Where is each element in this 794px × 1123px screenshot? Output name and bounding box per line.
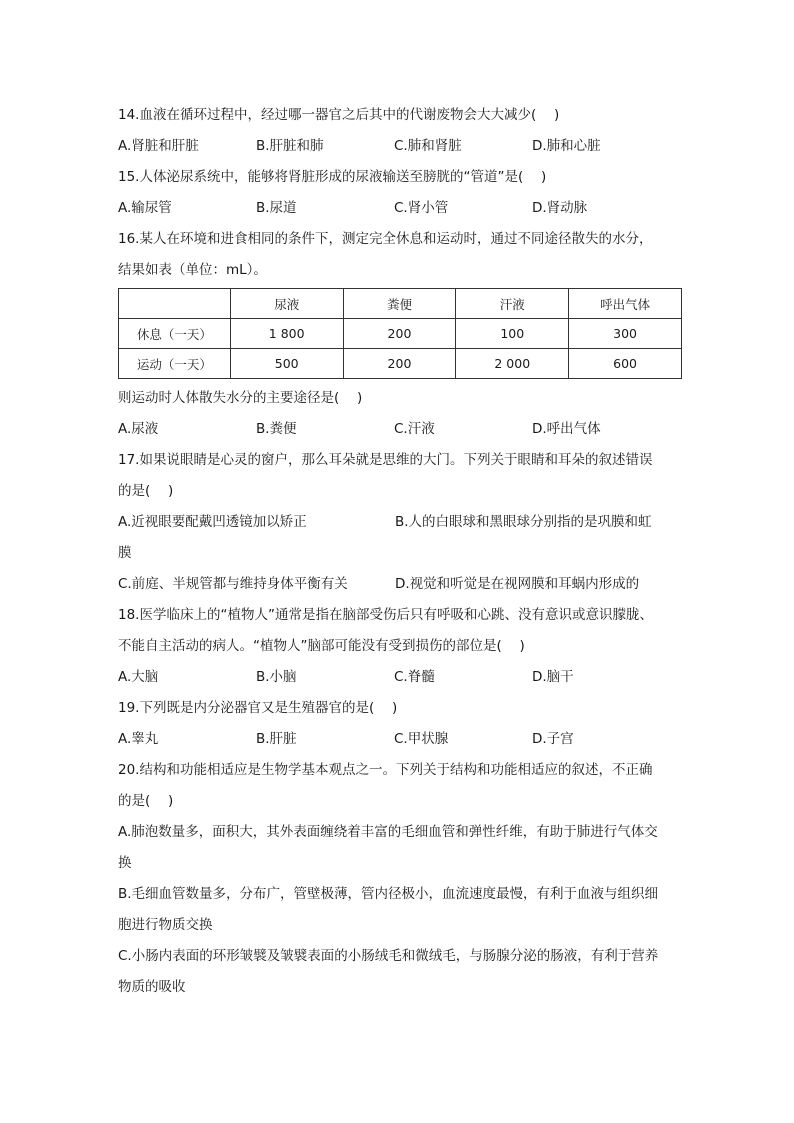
table-cell: 100 [456,319,569,349]
table-cell: 300 [569,319,682,349]
table-row [119,319,682,349]
option-d: D.呼出气体 [532,421,601,437]
table-cell: 600 [569,349,682,379]
option-b: B.肝脏 [256,731,297,747]
option-b-continuation: 膜 [118,545,132,561]
option-a: A.输尿管 [118,200,172,216]
exam-page [118,100,688,1003]
option-b: B.毛细血管数量多，分布广，管壁极薄，管内径极小，血流速度最慢，有利于血液与组织细 [118,886,659,902]
table-cell: 200 [343,319,456,349]
table-cell: 500 [230,349,343,379]
option-a: A.大脑 [118,669,159,685]
option-b: B.尿道 [256,200,297,216]
option-c: C.脊髓 [394,669,435,685]
table-header-cell: 呼出气体 [569,289,682,319]
question-19-options [118,724,688,755]
question-16-options [118,414,688,445]
option-c: C.汗液 [394,421,435,437]
table-cell: 200 [343,349,456,379]
question-17-options-ab [118,507,688,538]
question-18-stem-line1: 18.医学临床上的“植物人”通常是指在脑部受伤后只有呼吸和心跳、没有意识或意识朦胧、 [118,607,653,623]
option-d: D.子宫 [532,731,574,747]
table-cell: 2 000 [456,349,569,379]
question-16-stem-line2: 结果如表（单位：mL）。 [118,262,267,278]
option-a: A.肾脏和肝脏 [118,138,199,154]
table-row [119,349,682,379]
question-16-stem-line1: 16.某人在环境和进食相同的条件下，测定完全休息和运动时，通过不同途径散失的水分， [118,231,653,247]
option-b: B.小脑 [256,669,297,685]
question-14-stem: 14.血液在循环过程中，经过哪一器官之后其中的代谢废物会大大减少( ) [118,107,560,123]
option-d: D.肺和心脏 [532,138,601,154]
option-b: B.粪便 [256,421,297,437]
question-15-stem: 15.人体泌尿系统中，能够将肾脏形成的尿液输送至膀胱的“管道”是( ) [118,169,547,185]
question-14-options [118,131,688,162]
table-cell: 1 800 [230,319,343,349]
option-d: D.脑干 [532,669,574,685]
table-cell: 运动（一天） [119,349,231,379]
table-header-row [119,289,682,319]
option-c: C.前庭、半规管都与维持身体平衡有关 [118,576,348,592]
question-18-options [118,662,688,693]
option-a: A.尿液 [118,421,159,437]
question-16-ask: 则运动时人体散失水分的主要途径是( ) [118,390,363,406]
question-19-stem: 19.下列既是内分泌器官又是生殖器官的是( ) [118,700,398,716]
table-cell: 休息（一天） [119,319,231,349]
option-a-continuation: 换 [118,855,132,871]
question-20-stem-line2: 的是( ) [118,793,174,809]
table-header-cell: 尿液 [230,289,343,319]
option-c: C.甲状腺 [394,731,449,747]
water-loss-table [118,288,682,379]
option-c: C.肾小管 [394,200,449,216]
question-17-stem-line1: 17.如果说眼睛是心灵的窗户，那么耳朵就是思维的大门。下列关于眼睛和耳朵的叙述错误 [118,452,653,468]
table-header-cell: 汗液 [456,289,569,319]
option-b: B.肝脏和肺 [256,138,324,154]
question-17-options-cd [118,569,688,600]
table-header-cell [119,289,231,319]
option-a: A.肺泡数量多，面积大，其外表面缠绕着丰富的毛细血管和弹性纤维，有助于肺进行气体交 [118,824,658,840]
question-20-stem-line1: 20.结构和功能相适应是生物学基本观点之一。下列关于结构和功能相适应的叙述，不正确 [118,762,653,778]
question-18-stem-line2: 不能自主活动的病人。“植物人”脑部可能没有受到损伤的部位是( ) [118,638,525,654]
option-b: B.人的白眼球和黑眼球分别指的是巩膜和虹 [395,514,652,530]
option-c-continuation: 物质的吸收 [118,979,186,995]
question-15-options [118,193,688,224]
option-d: D.肾动脉 [532,200,588,216]
option-c: C.肺和肾脏 [394,138,462,154]
question-17-stem-line2: 的是( ) [118,483,174,499]
option-b-continuation: 胞进行物质交换 [118,917,213,933]
option-a: A.睾丸 [118,731,159,747]
option-a: A.近视眼要配戴凹透镜加以矫正 [118,514,307,530]
option-c: C.小肠内表面的环形皱襞及皱襞表面的小肠绒毛和微绒毛，与肠腺分泌的肠液，有利于营养 [118,948,659,964]
option-d: D.视觉和听觉是在视网膜和耳蜗内形成的 [395,576,640,592]
table-header-cell: 粪便 [343,289,456,319]
